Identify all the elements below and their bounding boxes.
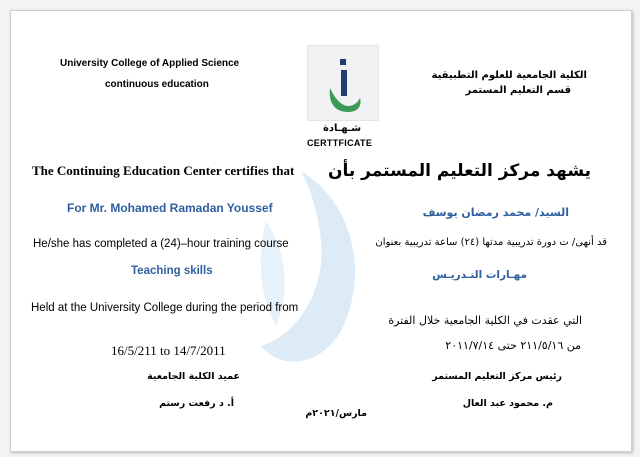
college-logo bbox=[307, 45, 379, 121]
certificate-title-en: CERTTFICATE bbox=[307, 138, 373, 148]
period-ar: من ٢١١/٥/١٦ حتى ٢٠١١/٧/١٤ bbox=[445, 339, 581, 352]
course-name-en: Teaching skills bbox=[131, 265, 213, 277]
held-line-en: Held at the University College during the period from bbox=[31, 302, 299, 314]
issue-date: مارس/٢٠٢١م bbox=[305, 408, 367, 419]
certificate-title-ar: شـهـادة bbox=[323, 123, 362, 134]
course-name-ar: مهـارات التـدريـس bbox=[432, 269, 527, 281]
center-head-title: رئيس مركز التعليم المستمر bbox=[432, 371, 562, 382]
recipient-name-en: For Mr. Mohamed Ramadan Youssef bbox=[67, 201, 273, 215]
recipient-name-ar: السيد/ محمد رمضان يوسف bbox=[422, 206, 569, 219]
university-name-ar: الكلية الجامعية للعلوم التطبيقية bbox=[431, 70, 587, 81]
center-head-name: م. محمود عبد العال bbox=[462, 398, 553, 409]
certifies-line-ar: يشهد مركز التعليم المستمر بأن bbox=[327, 161, 591, 181]
completed-line-ar: قد أنهى/ ت دورة تدريبية مدتها (٢٤) ساعة تدريبية بعنوان bbox=[375, 237, 607, 248]
department-name-en: continuous education bbox=[105, 79, 209, 90]
certificate-page bbox=[10, 10, 632, 452]
dean-title: عميد الكلية الجامعية bbox=[147, 371, 240, 382]
held-line-ar: التي عقدت في الكلية الجامعية خلال الفترة bbox=[388, 314, 582, 327]
logo-icon bbox=[308, 46, 378, 120]
period-en: 16/5/211 to 14/7/2011 bbox=[111, 343, 226, 358]
department-name-ar: قسم التعليم المستمر bbox=[465, 85, 571, 96]
completed-line-en: He/she has completed a (24)–hour training course bbox=[33, 238, 289, 250]
dean-name: أ. د رفعت رستم bbox=[159, 398, 234, 409]
logo-watermark bbox=[241, 161, 381, 371]
certifies-line-en: The Continuing Education Center certifies that bbox=[32, 163, 295, 178]
university-name-en: University College of Applied Science bbox=[60, 58, 240, 69]
